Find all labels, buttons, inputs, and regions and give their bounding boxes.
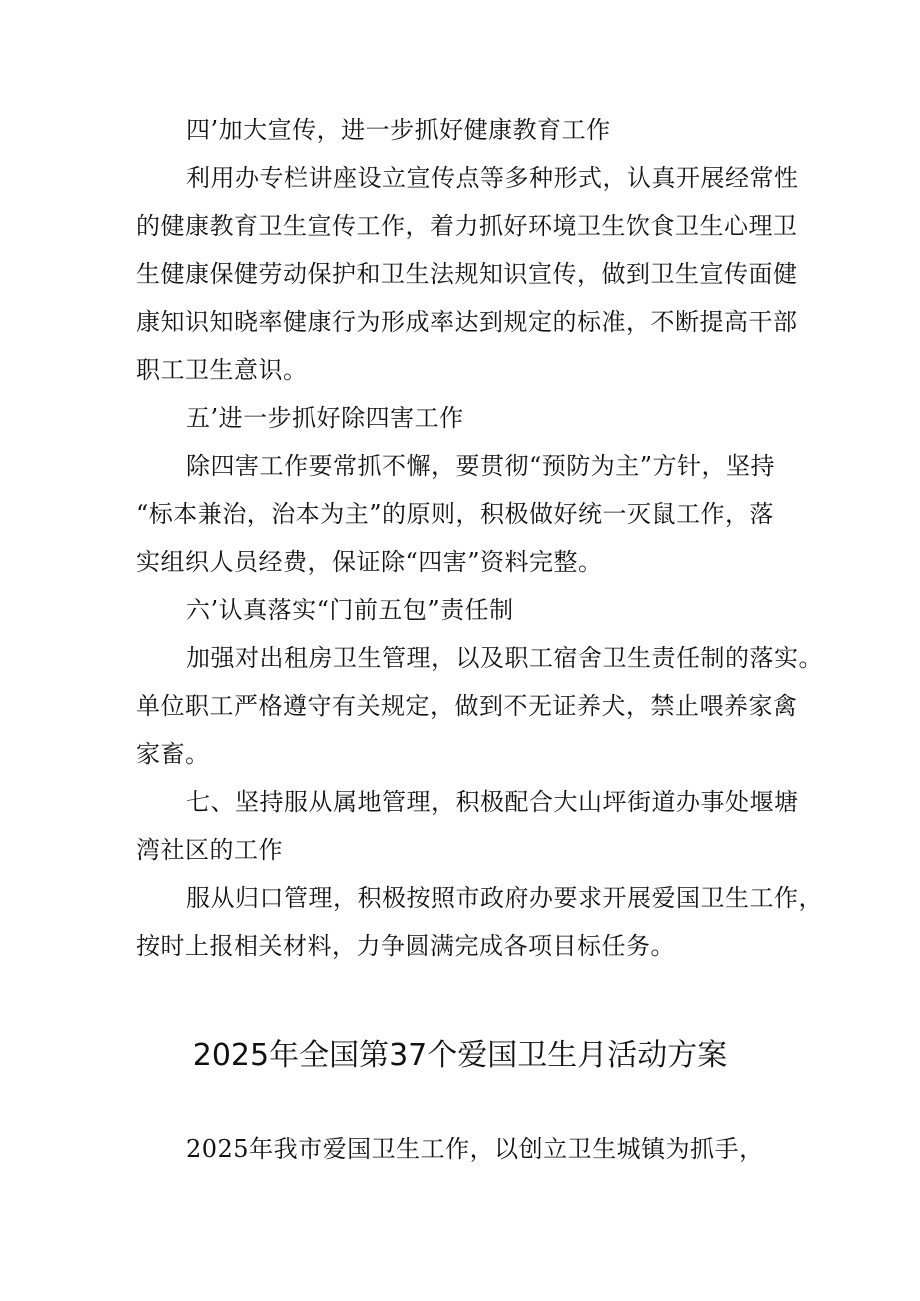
heading-four: 四’加大宣传，进一步抓好健康教育工作 [186,116,611,144]
paragraph-line: 生健康保健劳动保护和卫生法规知识宣传，做到卫生宣传面健 [136,260,798,288]
paragraph-line: 利用办专栏讲座设立宣传点等多种形式，认真开展经常性 [186,164,799,192]
heading-five: 五’进一步抓好除四害工作 [186,404,464,432]
paragraph-line: 加强对出租房卫生管理，以及职工宿舍卫生责任制的落实。 [186,644,823,672]
paragraph-line: 实组织人员经费，保证除“四害”资料完整。 [136,548,603,576]
paragraph-line: 除四害工作要常抓不懈，要贯彻“预防为主”方针，坚持 [186,452,776,480]
paragraph-line: 单位职工严格遵守有关规定，做到不无证养犬，禁止喂养家禽 [136,692,798,720]
paragraph-line: 服从归口管理，积极按照市政府办要求开展爱国卫生工作， [186,884,823,912]
paragraph-line: 家畜。 [136,740,210,768]
heading-six: 六’认真落实“门前五包”责任制 [186,596,514,624]
paragraph-line: “标本兼治，治本为主”的原则，积极做好统一灭鼠工作，落 [136,500,775,528]
intro-paragraph-line: 2025年我市爱国卫生工作，以创立卫生城镇为抓手， [186,1135,764,1163]
heading-seven: 七、坚持服从属地管理，积极配合大山坪街道办事处堰塘 [186,788,799,816]
heading-seven-continued: 湾社区的工作 [136,836,283,864]
paragraph-line: 康知识知晓率健康行为形成率达到规定的标准，不断提高干部 [136,308,798,336]
paragraph-line: 的健康教育卫生宣传工作，着力抓好环境卫生饮食卫生心理卫 [136,212,798,240]
document-title: 2025年全国第37个爱国卫生月活动方案 [192,1038,728,1073]
paragraph-line: 职工卫生意识。 [136,356,308,384]
paragraph-line: 按时上报相关材料，力争圆满完成各项目标任务。 [136,932,675,960]
